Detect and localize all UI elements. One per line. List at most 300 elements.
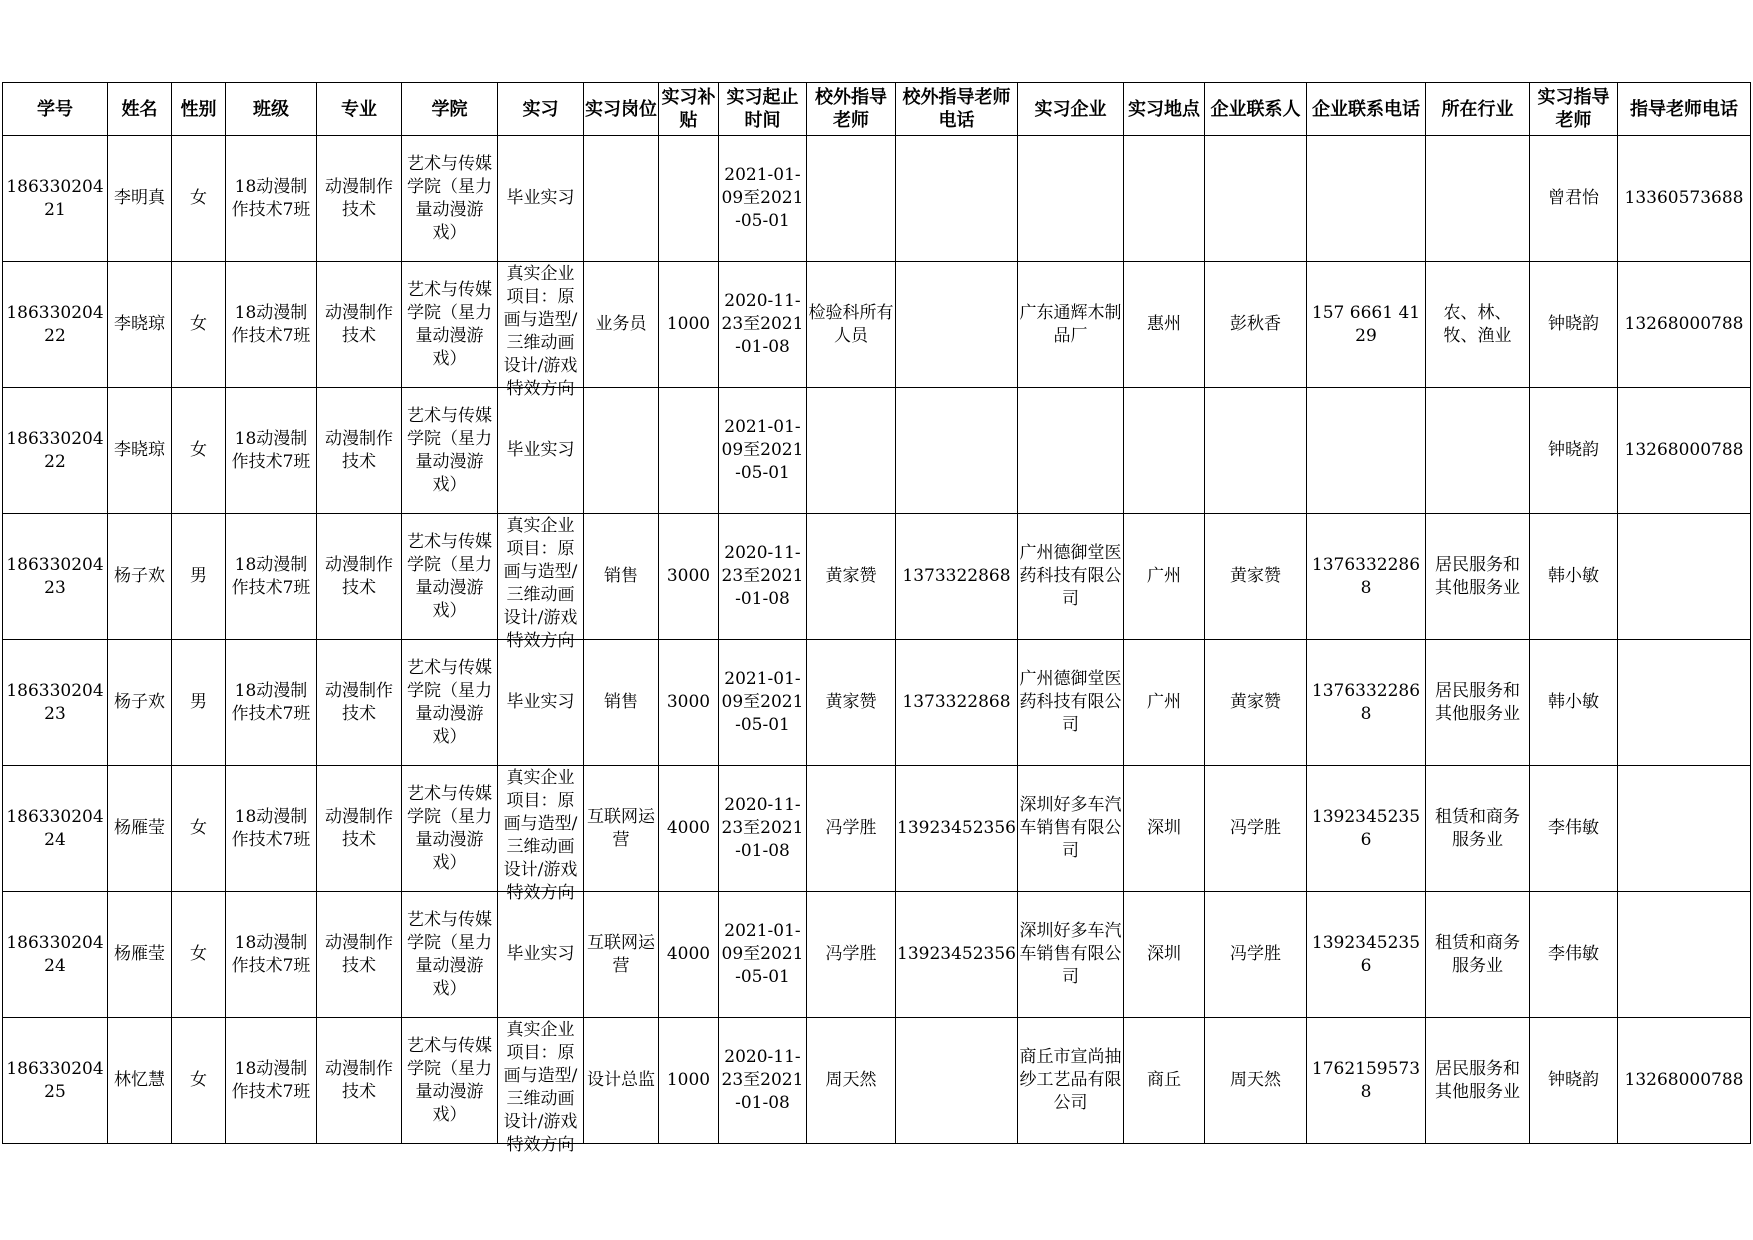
internship-cell-text: 毕业实习 <box>506 692 575 712</box>
advisor-cell <box>1530 892 1618 1018</box>
class-cell-text: 18动漫制作技术7班 <box>231 806 311 850</box>
subsidy-cell <box>659 892 719 1018</box>
header-contact-phone: 企业联系电话 <box>1307 83 1426 136</box>
industry-cell <box>1426 640 1530 766</box>
college-cell-text: 艺术与传媒学院（星力量动漫游戏） <box>407 657 492 747</box>
gender-cell <box>172 262 226 388</box>
advisor-phone-cell <box>1618 766 1751 892</box>
student-id-cell-text: 18633020424 <box>6 806 104 850</box>
location-cell-text: 惠州 <box>1147 314 1181 334</box>
class-cell <box>226 766 317 892</box>
external-mentor-cell <box>807 262 896 388</box>
contact-cell <box>1205 388 1307 514</box>
position-cell <box>584 640 659 766</box>
name-cell <box>108 766 172 892</box>
period-cell <box>719 136 807 262</box>
header-internship: 实习 <box>498 83 584 136</box>
internship-cell <box>498 640 584 766</box>
class-cell-text: 18动漫制作技术7班 <box>231 302 311 346</box>
name-cell-text: 杨子欢 <box>114 566 165 586</box>
major-cell-text: 动漫制作技术 <box>325 806 393 850</box>
class-cell <box>226 262 317 388</box>
internship-table <box>2 82 1751 1155</box>
name-cell <box>108 1018 172 1144</box>
internship-cell-text: 毕业实习 <box>506 440 575 460</box>
position-cell <box>584 892 659 1018</box>
major-cell-text: 动漫制作技术 <box>325 176 393 220</box>
subsidy-cell <box>659 262 719 388</box>
name-cell-text: 杨子欢 <box>114 692 165 712</box>
table-body <box>3 136 1751 1155</box>
class-cell <box>226 388 317 514</box>
header-contact: 企业联系人 <box>1205 83 1307 136</box>
internship-cell-text: 毕业实习 <box>506 188 575 208</box>
external-mentor-cell <box>807 766 896 892</box>
external-mentor-cell-text: 检验科所有人员 <box>808 302 894 346</box>
name-cell <box>108 262 172 388</box>
header-period: 实习起止时间 <box>719 83 807 136</box>
header-college: 学院 <box>402 83 498 136</box>
contact-phone-cell-text: 157 6661 4129 <box>1311 302 1421 346</box>
period-cell <box>719 514 807 640</box>
contact-phone-cell <box>1307 640 1426 766</box>
location-cell-text: 广州 <box>1147 692 1181 712</box>
position-cell <box>584 514 659 640</box>
header-position: 实习岗位 <box>584 83 659 136</box>
class-cell-text: 18动漫制作技术7班 <box>231 554 311 598</box>
advisor-phone-cell-text: 13360573688 <box>1624 188 1744 208</box>
student-id-cell <box>3 514 108 640</box>
major-cell <box>317 514 402 640</box>
class-cell <box>226 514 317 640</box>
class-cell <box>226 892 317 1018</box>
contact-cell-text: 冯学胜 <box>1230 944 1281 964</box>
contact-cell <box>1205 640 1307 766</box>
internship-cell <box>498 388 584 514</box>
college-cell <box>402 766 498 892</box>
college-cell <box>402 514 498 640</box>
advisor-cell-text: 钟晓韵 <box>1548 314 1599 334</box>
company-cell-text: 深圳好多车汽车销售有限公司 <box>1019 921 1122 987</box>
major-cell <box>317 1018 402 1144</box>
advisor-phone-cell-text: 13268000788 <box>1624 440 1744 460</box>
internship-cell-text: 真实企业项目：原画与造型/三维动画设计/游戏特效方向 <box>503 516 578 651</box>
industry-cell-text: 居民服务和其他服务业 <box>1435 680 1520 724</box>
class-cell-text: 18动漫制作技术7班 <box>231 428 311 472</box>
period-cell <box>719 640 807 766</box>
student-id-cell <box>3 1018 108 1144</box>
subsidy-cell <box>659 136 719 262</box>
advisor-cell <box>1530 766 1618 892</box>
header-location: 实习地点 <box>1124 83 1205 136</box>
advisor-phone-cell <box>1618 136 1751 262</box>
college-cell-text: 艺术与传媒学院（星力量动漫游戏） <box>407 783 492 873</box>
table-row <box>3 514 1751 640</box>
advisor-phone-cell-text: 13268000788 <box>1624 314 1744 334</box>
external-mentor-phone-cell <box>896 640 1018 766</box>
header-external-mentor-phone: 校外指导老师电话 <box>896 83 1018 136</box>
header-company: 实习企业 <box>1018 83 1124 136</box>
company-cell <box>1018 262 1124 388</box>
name-cell-text: 林忆慧 <box>114 1070 165 1090</box>
period-cell-text: 2020-11-23至2021-01-08 <box>721 795 804 861</box>
contact-phone-cell-text: 17621595738 <box>1311 1058 1421 1102</box>
external-mentor-cell-text: 周天然 <box>825 1070 877 1090</box>
company-cell-text: 广州德御堂医药科技有限公司 <box>1019 543 1122 609</box>
contact-cell <box>1205 262 1307 388</box>
college-cell <box>402 892 498 1018</box>
external-mentor-cell <box>807 892 896 1018</box>
table-row <box>3 388 1751 514</box>
company-cell-text: 商丘市宣尚抽纱工艺品有限公司 <box>1019 1047 1122 1113</box>
advisor-cell <box>1530 1018 1618 1144</box>
location-cell <box>1124 766 1205 892</box>
major-cell-text: 动漫制作技术 <box>325 302 393 346</box>
advisor-phone-cell <box>1618 262 1751 388</box>
student-id-cell-text: 18633020422 <box>6 428 104 472</box>
period-cell-text: 2021-01-09至2021-05-01 <box>721 165 804 231</box>
external-mentor-cell <box>807 640 896 766</box>
header-class: 班级 <box>226 83 317 136</box>
class-cell-text: 18动漫制作技术7班 <box>231 176 311 220</box>
advisor-phone-cell <box>1618 892 1751 1018</box>
external-mentor-phone-cell <box>896 388 1018 514</box>
name-cell-text: 杨雁莹 <box>114 944 165 964</box>
contact-cell <box>1205 892 1307 1018</box>
header-external-mentor: 校外指导老师 <box>807 83 896 136</box>
gender-cell-text: 女 <box>190 188 207 208</box>
position-cell <box>584 766 659 892</box>
contact-phone-cell-text: 13923452356 <box>1311 932 1421 976</box>
industry-cell <box>1426 262 1530 388</box>
student-id-cell-text: 18633020422 <box>6 302 104 346</box>
position-cell-text: 销售 <box>604 692 638 712</box>
table-row <box>3 136 1751 262</box>
header-industry: 所在行业 <box>1426 83 1530 136</box>
subsidy-cell-text: 1000 <box>666 1070 711 1090</box>
industry-cell-text: 居民服务和其他服务业 <box>1435 1058 1520 1102</box>
major-cell-text: 动漫制作技术 <box>325 680 393 724</box>
header-advisor-phone: 指导老师电话 <box>1618 83 1751 136</box>
location-cell-text: 广州 <box>1147 566 1181 586</box>
industry-cell <box>1426 136 1530 262</box>
header-advisor: 实习指导老师 <box>1530 83 1618 136</box>
external-mentor-phone-cell <box>896 262 1018 388</box>
internship-cell-text: 真实企业项目：原画与造型/三维动画设计/游戏特效方向 <box>503 768 578 903</box>
subsidy-cell <box>659 514 719 640</box>
period-cell-text: 2020-11-23至2021-01-08 <box>721 543 804 609</box>
table-row <box>3 766 1751 892</box>
gender-cell-text: 女 <box>190 944 207 964</box>
contact-phone-cell-text: 13923452356 <box>1311 806 1421 850</box>
internship-cell <box>498 1018 584 1155</box>
location-cell-text: 商丘 <box>1147 1070 1181 1090</box>
advisor-phone-cell-text: 13268000788 <box>1624 1070 1744 1090</box>
name-cell-text: 李明真 <box>114 188 165 208</box>
major-cell <box>317 262 402 388</box>
contact-phone-cell <box>1307 262 1426 388</box>
student-id-cell <box>3 136 108 262</box>
subsidy-cell <box>659 766 719 892</box>
position-cell-text: 设计总监 <box>587 1070 655 1090</box>
student-id-cell-text: 18633020424 <box>6 932 104 976</box>
college-cell-text: 艺术与传媒学院（星力量动漫游戏） <box>407 279 492 369</box>
advisor-cell-text: 李伟敏 <box>1548 944 1599 964</box>
external-mentor-cell-text: 冯学胜 <box>825 818 877 838</box>
external-mentor-phone-cell <box>896 136 1018 262</box>
external-mentor-phone-cell <box>896 766 1018 892</box>
location-cell-text: 深圳 <box>1147 818 1181 838</box>
period-cell <box>719 1018 807 1144</box>
college-cell <box>402 136 498 262</box>
gender-cell-text: 女 <box>190 314 207 334</box>
period-cell <box>719 892 807 1018</box>
name-cell <box>108 640 172 766</box>
contact-phone-cell <box>1307 514 1426 640</box>
table-row <box>3 640 1751 766</box>
college-cell-text: 艺术与传媒学院（星力量动漫游戏） <box>407 531 492 621</box>
gender-cell <box>172 514 226 640</box>
advisor-phone-cell <box>1618 1018 1751 1144</box>
internship-cell <box>498 262 584 399</box>
subsidy-cell-text: 4000 <box>666 818 711 838</box>
contact-cell <box>1205 136 1307 262</box>
advisor-cell-text: 钟晓韵 <box>1548 1070 1599 1090</box>
gender-cell-text: 女 <box>190 1070 207 1090</box>
location-cell <box>1124 514 1205 640</box>
class-cell <box>226 1018 317 1144</box>
contact-phone-cell-text: 13763322868 <box>1311 554 1421 598</box>
gender-cell-text: 女 <box>190 440 207 460</box>
name-cell <box>108 388 172 514</box>
table-row <box>3 892 1751 1018</box>
name-cell-text: 李晓琼 <box>114 440 165 460</box>
position-cell <box>584 136 659 262</box>
external-mentor-cell-text: 黄家赞 <box>825 566 877 586</box>
major-cell <box>317 640 402 766</box>
industry-cell-text: 农、林、牧、渔业 <box>1443 302 1512 346</box>
position-cell-text: 业务员 <box>595 314 647 334</box>
gender-cell <box>172 1018 226 1144</box>
advisor-cell-text: 钟晓韵 <box>1548 440 1599 460</box>
advisor-cell-text: 韩小敏 <box>1548 566 1599 586</box>
major-cell-text: 动漫制作技术 <box>325 1058 393 1102</box>
student-id-cell-text: 18633020425 <box>6 1058 104 1102</box>
location-cell <box>1124 262 1205 388</box>
major-cell <box>317 892 402 1018</box>
table-row <box>3 262 1751 388</box>
period-cell <box>719 262 807 388</box>
industry-cell <box>1426 514 1530 640</box>
position-cell-text: 互联网运营 <box>587 806 655 850</box>
student-id-cell-text: 18633020423 <box>6 680 104 724</box>
advisor-cell-text: 韩小敏 <box>1548 692 1599 712</box>
external-mentor-phone-cell-text: 1373322868 <box>902 566 1011 586</box>
advisor-cell-text: 李伟敏 <box>1548 818 1599 838</box>
college-cell <box>402 388 498 514</box>
industry-cell <box>1426 766 1530 892</box>
period-cell-text: 2021-01-09至2021-05-01 <box>721 417 804 483</box>
header-gender: 性别 <box>172 83 226 136</box>
major-cell <box>317 388 402 514</box>
location-cell-text: 深圳 <box>1147 944 1181 964</box>
location-cell <box>1124 640 1205 766</box>
contact-cell-text: 周天然 <box>1230 1070 1281 1090</box>
contact-cell-text: 黄家赞 <box>1230 692 1281 712</box>
student-id-cell <box>3 388 108 514</box>
position-cell <box>584 388 659 514</box>
subsidy-cell <box>659 1018 719 1144</box>
gender-cell <box>172 388 226 514</box>
student-id-cell-text: 18633020421 <box>6 176 104 220</box>
major-cell-text: 动漫制作技术 <box>325 554 393 598</box>
advisor-cell <box>1530 514 1618 640</box>
external-mentor-cell-text: 黄家赞 <box>825 692 877 712</box>
internship-cell-text: 毕业实习 <box>506 944 575 964</box>
student-id-cell <box>3 766 108 892</box>
header-student-id: 学号 <box>3 83 108 136</box>
external-mentor-phone-cell-text: 13923452356 <box>897 944 1016 964</box>
contact-cell <box>1205 514 1307 640</box>
gender-cell <box>172 640 226 766</box>
advisor-cell <box>1530 136 1618 262</box>
class-cell <box>226 136 317 262</box>
advisor-phone-cell <box>1618 514 1751 640</box>
contact-cell-text: 彭秋香 <box>1230 314 1281 334</box>
advisor-phone-cell <box>1618 640 1751 766</box>
gender-cell <box>172 892 226 1018</box>
external-mentor-cell <box>807 514 896 640</box>
name-cell <box>108 136 172 262</box>
name-cell <box>108 514 172 640</box>
external-mentor-phone-cell-text: 13923452356 <box>897 818 1016 838</box>
college-cell-text: 艺术与传媒学院（星力量动漫游戏） <box>407 153 492 243</box>
subsidy-cell-text: 4000 <box>666 944 711 964</box>
period-cell-text: 2021-01-09至2021-05-01 <box>721 921 804 987</box>
gender-cell <box>172 136 226 262</box>
external-mentor-cell <box>807 1018 896 1144</box>
header-row <box>3 83 1751 136</box>
name-cell-text: 杨雁莹 <box>114 818 165 838</box>
contact-cell <box>1205 766 1307 892</box>
gender-cell-text: 男 <box>190 566 207 586</box>
company-cell <box>1018 514 1124 640</box>
class-cell <box>226 640 317 766</box>
gender-cell <box>172 766 226 892</box>
subsidy-cell <box>659 388 719 514</box>
position-cell <box>584 1018 659 1144</box>
internship-cell <box>498 136 584 262</box>
college-cell-text: 艺术与传媒学院（星力量动漫游戏） <box>407 405 492 495</box>
advisor-cell <box>1530 262 1618 388</box>
college-cell-text: 艺术与传媒学院（星力量动漫游戏） <box>407 909 492 999</box>
internship-cell <box>498 892 584 1018</box>
external-mentor-phone-cell <box>896 514 1018 640</box>
college-cell <box>402 640 498 766</box>
period-cell-text: 2021-01-09至2021-05-01 <box>721 669 804 735</box>
external-mentor-phone-cell <box>896 892 1018 1018</box>
contact-cell <box>1205 1018 1307 1144</box>
period-cell <box>719 766 807 892</box>
header-name: 姓名 <box>108 83 172 136</box>
college-cell <box>402 262 498 388</box>
contact-cell-text: 黄家赞 <box>1230 566 1281 586</box>
header-major: 专业 <box>317 83 402 136</box>
major-cell <box>317 766 402 892</box>
company-cell <box>1018 892 1124 1018</box>
contact-phone-cell <box>1307 892 1426 1018</box>
industry-cell-text: 居民服务和其他服务业 <box>1435 554 1520 598</box>
class-cell-text: 18动漫制作技术7班 <box>231 932 311 976</box>
location-cell <box>1124 388 1205 514</box>
external-mentor-cell <box>807 136 896 262</box>
company-cell-text: 深圳好多车汽车销售有限公司 <box>1019 795 1122 861</box>
advisor-cell <box>1530 388 1618 514</box>
class-cell-text: 18动漫制作技术7班 <box>231 680 311 724</box>
company-cell <box>1018 766 1124 892</box>
external-mentor-phone-cell-text: 1373322868 <box>902 692 1011 712</box>
contact-cell-text: 冯学胜 <box>1230 818 1281 838</box>
table-row <box>3 1018 1751 1144</box>
advisor-phone-cell <box>1618 388 1751 514</box>
advisor-cell-text: 曾君怡 <box>1548 188 1599 208</box>
subsidy-cell <box>659 640 719 766</box>
class-cell-text: 18动漫制作技术7班 <box>231 1058 311 1102</box>
position-cell <box>584 262 659 388</box>
college-cell-text: 艺术与传媒学院（星力量动漫游戏） <box>407 1035 492 1125</box>
industry-cell-text: 租赁和商务服务业 <box>1435 932 1520 976</box>
name-cell <box>108 892 172 1018</box>
internship-cell <box>498 514 584 651</box>
contact-phone-cell <box>1307 766 1426 892</box>
industry-cell <box>1426 892 1530 1018</box>
location-cell <box>1124 1018 1205 1144</box>
company-cell-text: 广东通辉木制品厂 <box>1019 302 1122 346</box>
contact-phone-cell <box>1307 388 1426 514</box>
internship-cell-text: 真实企业项目：原画与造型/三维动画设计/游戏特效方向 <box>503 1020 578 1155</box>
student-id-cell <box>3 640 108 766</box>
header-subsidy: 实习补贴 <box>659 83 719 136</box>
industry-cell <box>1426 388 1530 514</box>
major-cell <box>317 136 402 262</box>
company-cell-text: 广州德御堂医药科技有限公司 <box>1019 669 1122 735</box>
major-cell-text: 动漫制作技术 <box>325 428 393 472</box>
company-cell <box>1018 388 1124 514</box>
internship-cell-text: 真实企业项目：原画与造型/三维动画设计/游戏特效方向 <box>503 264 578 399</box>
contact-phone-cell <box>1307 1018 1426 1144</box>
company-cell <box>1018 1018 1124 1144</box>
external-mentor-cell <box>807 388 896 514</box>
location-cell <box>1124 892 1205 1018</box>
position-cell-text: 互联网运营 <box>587 932 655 976</box>
contact-phone-cell-text: 13763322868 <box>1311 680 1421 724</box>
period-cell-text: 2020-11-23至2021-01-08 <box>721 291 804 357</box>
industry-cell-text: 租赁和商务服务业 <box>1435 806 1520 850</box>
industry-cell <box>1426 1018 1530 1144</box>
subsidy-cell-text: 3000 <box>666 566 711 586</box>
subsidy-cell-text: 1000 <box>666 314 711 334</box>
gender-cell-text: 男 <box>190 692 207 712</box>
student-id-cell <box>3 892 108 1018</box>
college-cell <box>402 1018 498 1144</box>
subsidy-cell-text: 3000 <box>666 692 711 712</box>
company-cell <box>1018 640 1124 766</box>
major-cell-text: 动漫制作技术 <box>325 932 393 976</box>
internship-cell <box>498 766 584 903</box>
advisor-cell <box>1530 640 1618 766</box>
position-cell-text: 销售 <box>604 566 638 586</box>
student-id-cell <box>3 262 108 388</box>
